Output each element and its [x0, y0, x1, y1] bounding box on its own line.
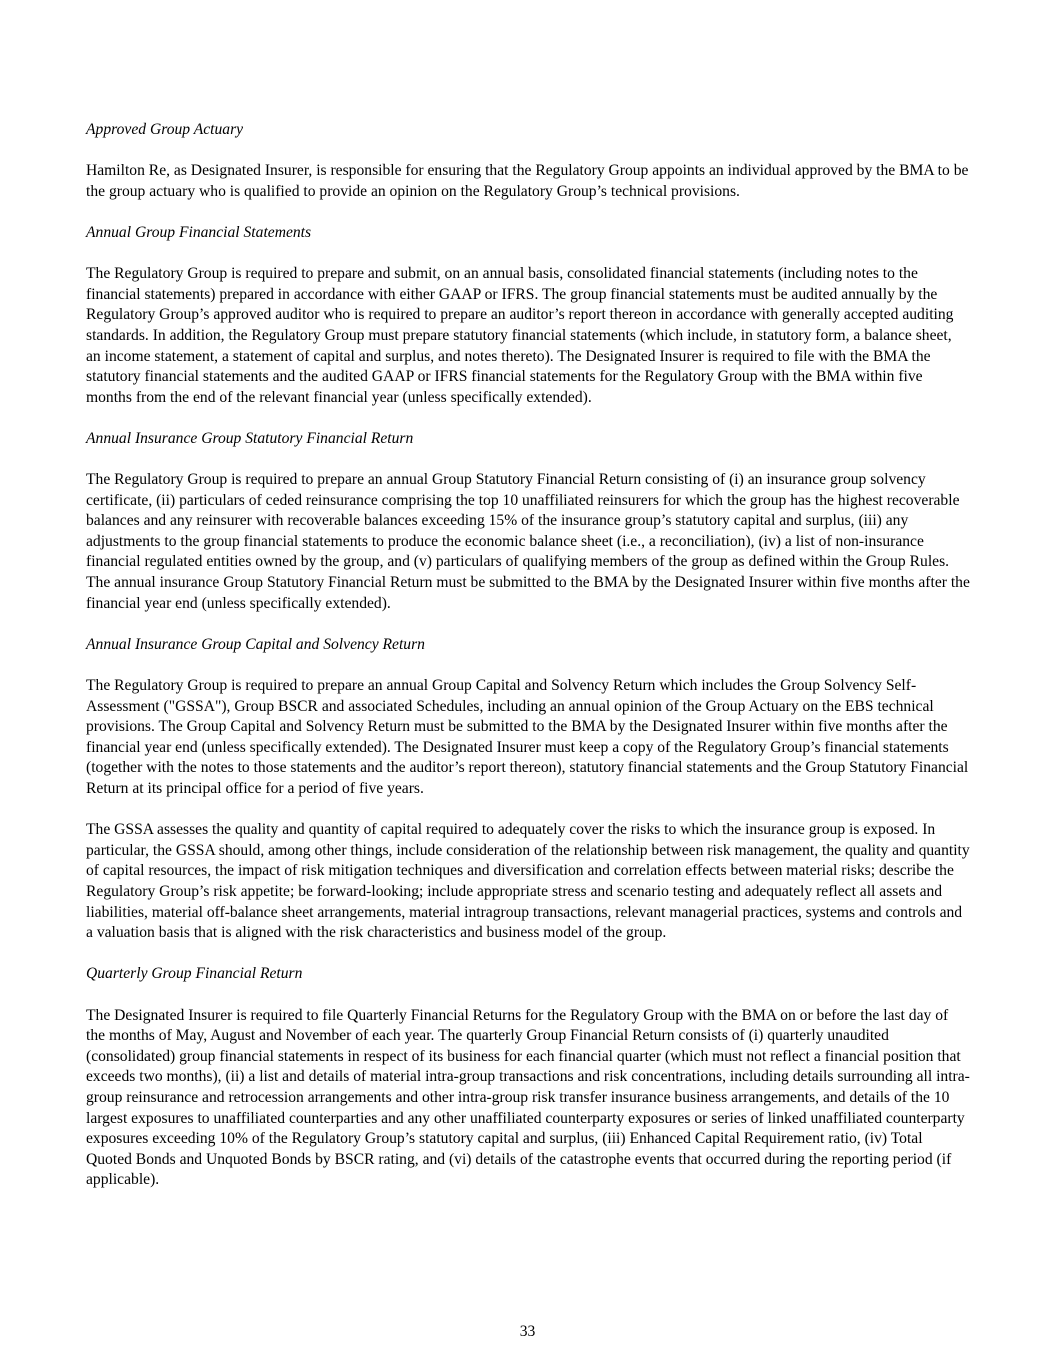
section-heading-quarterly-group-financial-return: Quarterly Group Financial Return — [86, 965, 303, 983]
paragraph: The Designated Insurer is required to file Quarterly Financial Returns for the Regulatory Group with the BMA on or before the last day of the months of May, August and November of each year. The quarterly Group Financial Return consists of (i) quarterly unaudited (consolidated) group financial statements in respect of its business for each financial quarter (which must not reflect a financial position that exceeds two months), (ii) a list and details of material intra-group transactions and risk concentrations, including details surrounding all intra-group reinsurance and retrocession arrangements and other intra-group risk transfer insurance business arrangements, and details of the 10 largest exposures to unaffiliated counterparties and any other unaffiliated counterparty exposures or series of linked unaffiliated counterparty exposures exceeding 10% of the Regulatory Group’s statutory capital and surplus, (iii) Enhanced Capital Requirement ratio, (iv) Total Quoted Bonds and Unquoted Bonds by BSCR rating, and (vi) details of the catastrophe events that occurred during the reporting period (if applicable). — [86, 1006, 970, 1189]
section-heading-annual-insurance-group-capital-and-solvency-return: Annual Insurance Group Capital and Solvency Return — [86, 635, 425, 653]
section-heading-approved-group-actuary: Approved Group Actuary — [86, 121, 244, 138]
page-number: 33 — [519, 1323, 536, 1340]
paragraph: Hamilton Re, as Designated Insurer, is responsible for ensuring that the Regulatory Group appoints an individual approved by the BMA to be the group actuary who is qualified to provide an opinion on the Regulatory Group’s technical provisions. — [86, 162, 969, 200]
section-heading-annual-group-financial-statements: Annual Group Financial Statements — [86, 223, 312, 241]
section-heading-annual-insurance-group-statutory-financial-return: Annual Insurance Group Statutory Financial Return — [86, 429, 414, 447]
paragraph: The Regulatory Group is required to prepare and submit, on an annual basis, consolidated financial statements (including notes to the financial statements) prepared in accordance with either GAAP or IFRS. The group financial statements must be audited annually by the Regulatory Group’s approved auditor who is required to prepare an auditor’s report thereon in accordance with generally accepted auditing standards. In addition, the Regulatory Group must prepare statutory financial statements (which include, in statutory form, a balance sheet, an income statement, a statement of capital and surplus, and notes thereto). The Designated Insurer is required to file with the BMA the statutory financial statements and the audited GAAP or IFRS financial statements for the Regulatory Group with the BMA within five months from the end of the relevant financial year (unless specifically extended). — [86, 265, 954, 406]
paragraph: The GSSA assesses the quality and quantity of capital required to adequately cover the risks to which the insurance group is exposed. In particular, the GSSA should, among other things, include consideration of the relationship between risk management, the quality and quantity of capital resources, the impact of risk mitigation techniques and diversification and correlation effects between material risks; describe the Regulatory Group’s risk appetite; be forward-looking; include appropriate stress and scenario testing and adequately reflect all assets and liabilities, material off-balance sheet arrangements, material intragroup transactions, relevant managerial practices, systems and controls and a valuation basis that is aligned with the risk characteristics and business model of the group. — [86, 821, 970, 942]
document-page — [86, 120, 970, 1211]
paragraph: The Regulatory Group is required to prepare an annual Group Statutory Financial Return consisting of (i) an insurance group solvency certificate, (ii) particulars of ceded reinsurance comprising the top 10 unaffiliated reinsurers for which the group has the highest recoverable balances and any reinsurer with recoverable balances exceeding 15% of the insurance group’s statutory capital and surplus, (iii) any adjustments to the group financial statements to produce the economic balance sheet (i.e., a reconciliation), (iv) a list of non-insurance financial regulated entities owned by the group, and (v) particulars of qualifying members of the group as defined within the Group Rules. The annual insurance Group Statutory Financial Return must be submitted to the BMA by the Designated Insurer within five months after the financial year end (unless specifically extended). — [86, 471, 970, 612]
paragraph: The Regulatory Group is required to prepare an annual Group Capital and Solvency Return which includes the Group Solvency Self-Assessment ("GSSA"), Group BSCR and associated Schedules, including an annual opinion of the Group Actuary on the EBS technical provisions. The Group Capital and Solvency Return must be submitted to the BMA by the Designated Insurer within five months after the financial year end (unless specifically extended). The Designated Insurer must keep a copy of the Regulatory Group’s financial statements (together with the notes to those statements and the auditor’s report thereon), statutory financial statements and the Group Statutory Financial Return at its principal office for a period of five years. — [86, 677, 969, 797]
